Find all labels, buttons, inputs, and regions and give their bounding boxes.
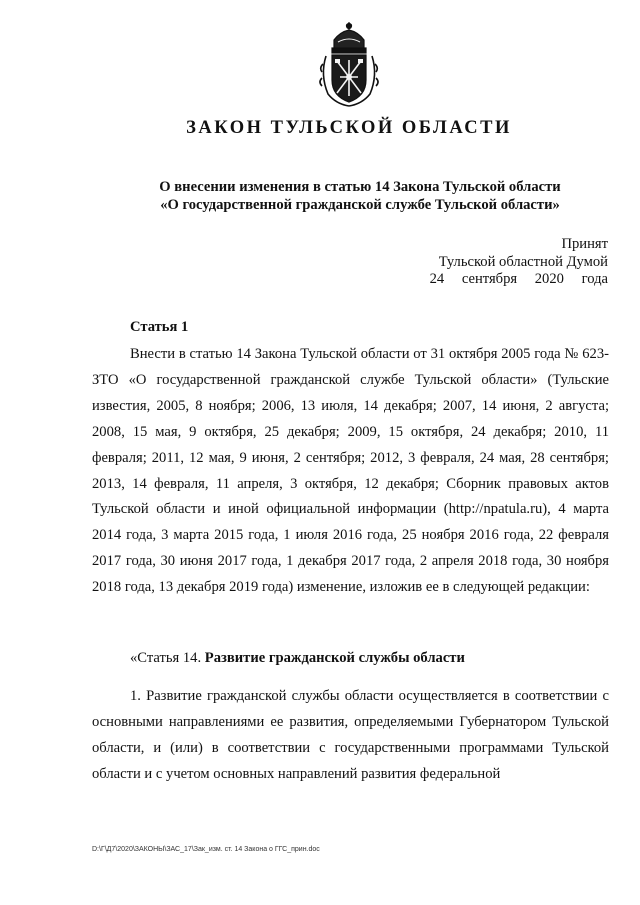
adoption-block: [430, 236, 608, 289]
adopted-date: 24 сентября 2020 года: [429, 271, 608, 287]
document-title: ЗАКОН ТУЛЬСКОЙ ОБЛАСТИ: [186, 118, 512, 138]
section-title: Развитие гражданской службы области: [204, 650, 465, 666]
article-heading: Статья 1: [130, 319, 189, 335]
document-subtitle: [130, 178, 590, 214]
article-paragraph: Внести в статью 14 Закона Тульской области от 31 октября 2005 года № 623-ЗТО «О государственной гражданской службе Тульской области» (Тульские известия, 2005, 8 ноября; 2006, 13 июля, 14 декабря; 2007, 14 июня, 2 августа; 2008, 15 мая, 9 октября, 25 декабря; 2009, 15 октября, 24 декабря; 2010, 11 февраля; 2011, 12 мая, 9 июня, 2 сентября; 2012, 3 февраля, 24 мая, 28 сентября; 2013, 14 февраля, 11 апреля, 3 октября, 12 декабря; Сборник правовых актов Тульской области и иной официальной информации (http://npatula.ru), 4 марта 2014 года, 3 марта 2015 года, 1 июля 2016 года, 25 ноября 2016 года, 22 февраля 2017 года, 30 июня 2017 года, 1 декабря 2017 года, 2 апреля 2018 года, 30 ноября 2018 года, 13 декабря 2019 года) изменение, изложив ее в следующей редакции:: [92, 346, 609, 596]
coat-of-arms-icon: [318, 20, 380, 108]
adopted-by: Тульской областной Думой: [438, 253, 608, 270]
section-heading: [130, 650, 465, 667]
subtitle-line-1: О внесении изменения в статью 14 Закона Тульской области: [159, 179, 561, 195]
adopted-label: Принят: [561, 236, 608, 252]
section-prefix: «Статья 14.: [130, 650, 205, 666]
section-paragraph: 1. Развитие гражданской службы области осуществляется в соответствии с основными направлениями ее развития, определяемыми Губернатором Тульской области, и (или) в соответствии с государственными программами Тульской области и с учетом основных направлений развития федеральной: [92, 688, 609, 782]
subtitle-line-2: «О государственной гражданской службе Тульской области»: [160, 197, 560, 213]
file-path-footer: D:\Г\Д7\2020\ЗАКОНЫ\ЗАС_17\Зак_изм. ст. 14 Закона о ГГС_прин.doc: [92, 846, 320, 853]
